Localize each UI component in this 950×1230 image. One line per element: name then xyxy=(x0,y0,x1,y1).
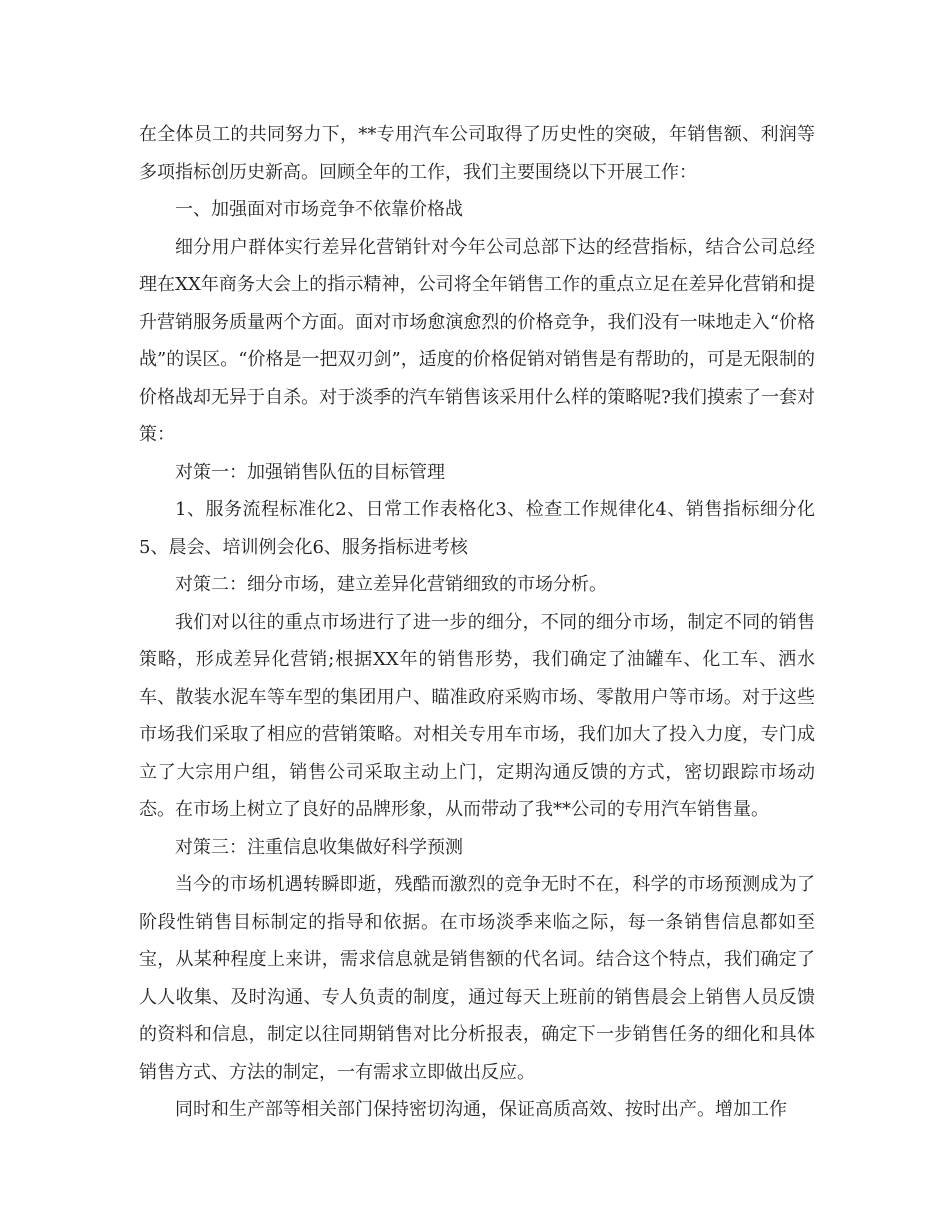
strategy-heading-2: 对策二：细分市场，建立差异化营销细致的市场分析。 xyxy=(175,574,607,595)
strategy-heading-1: 对策一：加强销售队伍的目标管理 xyxy=(175,461,445,483)
paragraph-forecasting: 当今的市场机遇转瞬即逝，残酷而激烈的竞争无时不在，科学的市场预测成为了阶段性销售目标制定的指导和依据。在市场淡季来临之际，每一条销售信息都如至宝，从某种程度上来讲，需求信息就是销售额的代名词。结合这个特点，我们确定了人人收集、及时沟通、专人负责的制度，通过每天上班前的销售晨会上销售人员反馈的资料和信息，制定以往同期销售对比分析报表，确定下一步销售任务的细化和具体销售方式、方法的制定，一有需求立即做出反应。 xyxy=(139,874,815,1083)
paragraph-production-coordination: 同时和生产部等相关部门保持密切沟通，保证高质高效、按时出产。增加工作 xyxy=(175,1099,787,1120)
paragraph-strategy-1-list: 1、服务流程标准化2、日常工作表格化3、检查工作规律化4、销售指标细分化5、晨会、培训例会化6、服务指标进考核 xyxy=(139,499,815,558)
paragraph-intro: 在全体员工的共同努力下，**专用汽车公司取得了历史性的突破，年销售额、利润等多项指标创历史新高。回顾全年的工作，我们主要围绕以下开展工作： xyxy=(139,124,815,183)
strategy-heading-3: 对策三：注重信息收集做好科学预测 xyxy=(175,836,463,858)
paragraph-differentiation: 细分用户群体实行差异化营销针对今年公司总部下达的经营指标，结合公司总经理在XX年商务大会上的指示精神，公司将全年销售工作的重点立足在差异化营销和提升营销服务质量两个方面。面对市场愈演愈烈的价格竞争，我们没有一味地走入“价格战”的误区。“价格是一把双刃剑”，适度的价格促销对销售是有帮助的，可是无限制的价格战却无异于自杀。对于淡季的汽车销售该采用什么样的策略呢?我们摸索了一套对策： xyxy=(139,236,816,445)
paragraph-market-segmentation: 我们对以往的重点市场进行了进一步的细分，不同的细分市场，制定不同的销售策略，形成差异化营销;根据XX年的销售形势，我们确定了油罐车、化工车、洒水车、散装水泥车等车型的集团用户、瞄准政府采购市场、零散用户等市场。对于这些市场我们采取了相应的营销策略。对相关专用车市场，我们加大了投入力度，专门成立了大宗用户组，销售公司采取主动上门，定期沟通反馈的方式，密切跟踪市场动态。在市场上树立了良好的品牌形象，从而带动了我**公司的专用汽车销售量。 xyxy=(139,611,815,820)
section-heading-1: 一、加强面对市场竞争不依靠价格战 xyxy=(175,199,463,220)
document-body xyxy=(139,116,815,1129)
